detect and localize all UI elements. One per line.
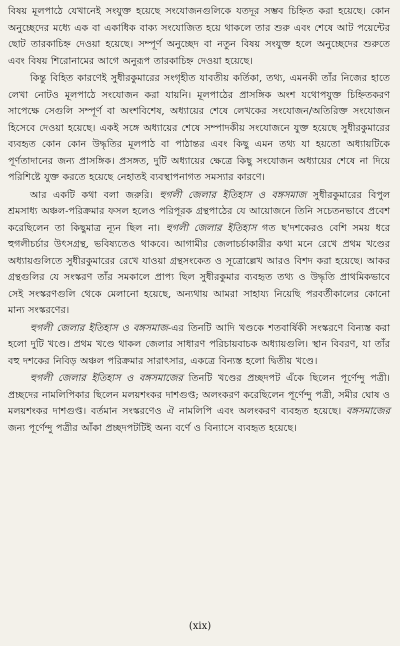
paragraph-text: আর একটি কথা বলা জরুরি। xyxy=(30,189,160,201)
book-title-italic: বঙ্গসমাজের xyxy=(346,406,390,417)
page-number: (xix) xyxy=(188,621,212,632)
paragraph-text: তিনটি খণ্ডের প্রচ্ছদপট এঁকে ছিলেন পূর্ণেন্দু পত্রী। প্রচ্ছদের নামলিপিকার ছিলেন মলয়শংকর দাশগুপ্ত; অলংকরণ করেছিলেন পূর্ণেন্দু পত্রী, সমীর ঘোষ ও মলয়শংকর দাশগুপ্ত। বর্তমান সংস্করণেও ঐ নামলিপি এবং অলংকরণ ব্যবহৃত হয়েছে। xyxy=(8,373,390,417)
body-text xyxy=(8,4,390,437)
paragraph-text: গত ছ'দশকেরও বেশি সময় ধরে হুগলীচর্চার উৎসগ্রন্থ, ভবিষ্যতেও থাকবে। আগামীর জেলাচর্চাকারীর কথা মনে রেখে প্রথম খণ্ডের অধ্যায়গুলিতে সুধীরকুমারের রেখে যাওয়া গ্রন্থসংকেত ও সূত্রোল্লেখ আরও বিশদ করা হয়েছে। আকর গ্রন্থগুলির যে সংস্করণ তাঁর সমকালে প্রাপ্য ছিল সুধীরকুমার ব্যবহৃত তথ্য ও উদ্ধৃতি প্রাথমিকভাবে সেই সংস্করণগুলি থেকে মেলানো হয়েছে, অন্যথায় আমরা সাহায্য নিয়েছি পরবর্তীকালের কোনো মান্য সংস্করণের। xyxy=(8,222,390,316)
paragraph xyxy=(8,4,390,70)
book-title-italic: হুগলী জেলার ইতিহাস ও বঙ্গসমাজের xyxy=(30,373,183,384)
paragraph-text: জন্য পূর্ণেন্দু পত্রীর আঁকা প্রচ্ছদপটটিই অন্য বর্ণে ও বিন্যাসে ব্যবহৃত হয়েছে। xyxy=(8,422,297,434)
paragraph-text: কিন্তু বিহিত কারণেই সুধীরকুমারের সংগৃহীত যাবতীয় কর্তিকা, তথ্য, এমনকী তাঁর নিজের হাতে লেখা নোটও মূলপাঠে সংযোজন করা যায়নি। মূলপাঠের প্রাসঙ্গিক অংশ যথোপযুক্ত চিহ্নিতকরণ সাপেক্ষে সেগুলি সম্পূর্ণ বা অংশবিশেষ, অধ্যায়ের শেষে লেখকের সংযোজন/অতিরিক্ত সংযোজন হিসেবে দেওয়া হয়েছে। একই সঙ্গে অধ্যায়ের শেষে সম্পাদকীয় সংযোজনে যুক্ত হয়েছে সুধীরকুমারের ব্যবহৃত কোন কোন উদ্ধৃতির মূলপাঠ বা পাঠান্তর এবং কিছু এমন তথ্য যা হয়তো অধ্যায়টিকে পূর্ণতাদানের জন্য প্রাসঙ্গিক। প্রসঙ্গত, দুটি অধ্যায়ের ক্ষেত্রে কিছু সংযোজন অধ্যায়ের শেষে না দিয়ে পরিশিষ্টে যুক্ত করতে হয়েছে নেহাতই ব্যবস্থাপনাগত সমস্যার কারণে। xyxy=(8,73,390,183)
book-title-italic: হুগলী জেলার ইতিহাস xyxy=(165,222,257,234)
book-title-italic: হুগলী জেলার ইতিহাস ও বঙ্গসমাজ xyxy=(30,322,168,334)
paragraph xyxy=(8,71,390,187)
paragraph xyxy=(8,188,390,320)
paragraph xyxy=(8,321,390,371)
paragraph-text: বিষয় মূলপাঠে যেখানেই সংযুক্ত হয়েছে সংযোজনগুলিকে যতদূর সম্ভব চিহ্নিত করা হয়েছে। কোন অনুচ্ছেদের মধ্যে এক বা একাধিক বাক্য সংযোজিত হয়ে থাকলে তার শুরু এবং শেষে আট পয়েন্টের ছোট তারকাচিহ্ন দেওয়া হয়েছে। সম্পূর্ণ অনুচ্ছেদ বা নতুন বিষয় সংযুক্ত হলে অনুচ্ছেদের শুরুতে এবং বিষয় শিরোনামের আগে অনুরূপ তারকাচিহ্ন দেওয়া হয়েছে। xyxy=(8,6,390,67)
paragraph-text: -এর তিনটি আদি খণ্ডকে শতবার্ষিকী সংস্করণে বিন্যস্ত করা হলো দুটি খণ্ডে। প্রথম খণ্ডে থাকল জেলার সাধারণ পরিচায়বাচক অধ্যায়গুলি। স্থান বিবরণ, যা তাঁর বহু দশকের নিবিড় অঞ্চল পরিক্রমার সারাৎসার, একত্রে বিন্যস্ত হলো দ্বিতীয় খণ্ডে। xyxy=(8,322,390,367)
paragraph xyxy=(8,371,390,437)
book-title-italic: হুগলী জেলার ইতিহাস ও বঙ্গসমাজ xyxy=(159,189,307,201)
paragraph-text: সুধীরকুমারের বিপুল শ্রমসাধ্য অঞ্চল-পরিক্রমার ফসল হলেও পরিপূরক গ্রন্থপাঠের যে আয়োজনে তিনি সচেতনভাবে প্রবেশ করেছিলেন তা কিছুমাত্র ন্যূন ছিল না। xyxy=(8,189,390,234)
